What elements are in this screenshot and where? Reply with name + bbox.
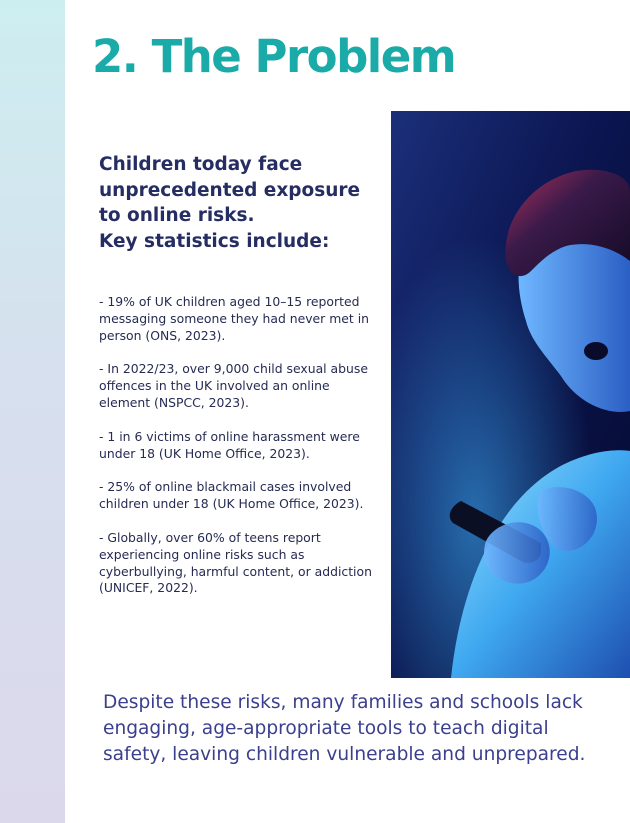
intro-line: unprecedented exposure	[99, 179, 361, 201]
statistics-list	[99, 294, 384, 614]
decorative-side-strip	[0, 0, 65, 823]
closing-statement	[103, 690, 618, 768]
intro-heading	[99, 152, 389, 254]
page-title: 2. The Problem	[92, 30, 456, 83]
statistic-item: - 19% of UK children aged 10–15 reported messaging someone they had never met in person (ONS, 2023).	[99, 294, 369, 343]
closing-line: engaging, age-appropriate tools to teach digital	[103, 718, 549, 739]
statistic-item: - 1 in 6 victims of online harassment were under 18 (UK Home Office, 2023).	[99, 428, 360, 461]
statistic-item: - Globally, over 60% of teens report experiencing online risks such as cyberbullying, harmful content, or addiction (UNICEF, 2022).	[99, 529, 372, 596]
closing-line: Despite these risks, many families and schools lack	[103, 692, 583, 713]
intro-line: Key statistics include:	[99, 230, 330, 252]
closing-line: safety, leaving children vulnerable and unprepared.	[103, 744, 586, 765]
statistic-item: - In 2022/23, over 9,000 child sexual abuse offences in the UK involved an online element (NSPCC, 2023).	[99, 361, 368, 410]
intro-line: to online risks.	[99, 205, 255, 226]
statistic-item: - 25% of online blackmail cases involved children under 18 (UK Home Office, 2023).	[99, 479, 364, 512]
child-with-phone-illustration	[391, 111, 630, 678]
intro-line: Children today face	[99, 154, 303, 175]
child-with-phone-photo	[391, 111, 630, 678]
